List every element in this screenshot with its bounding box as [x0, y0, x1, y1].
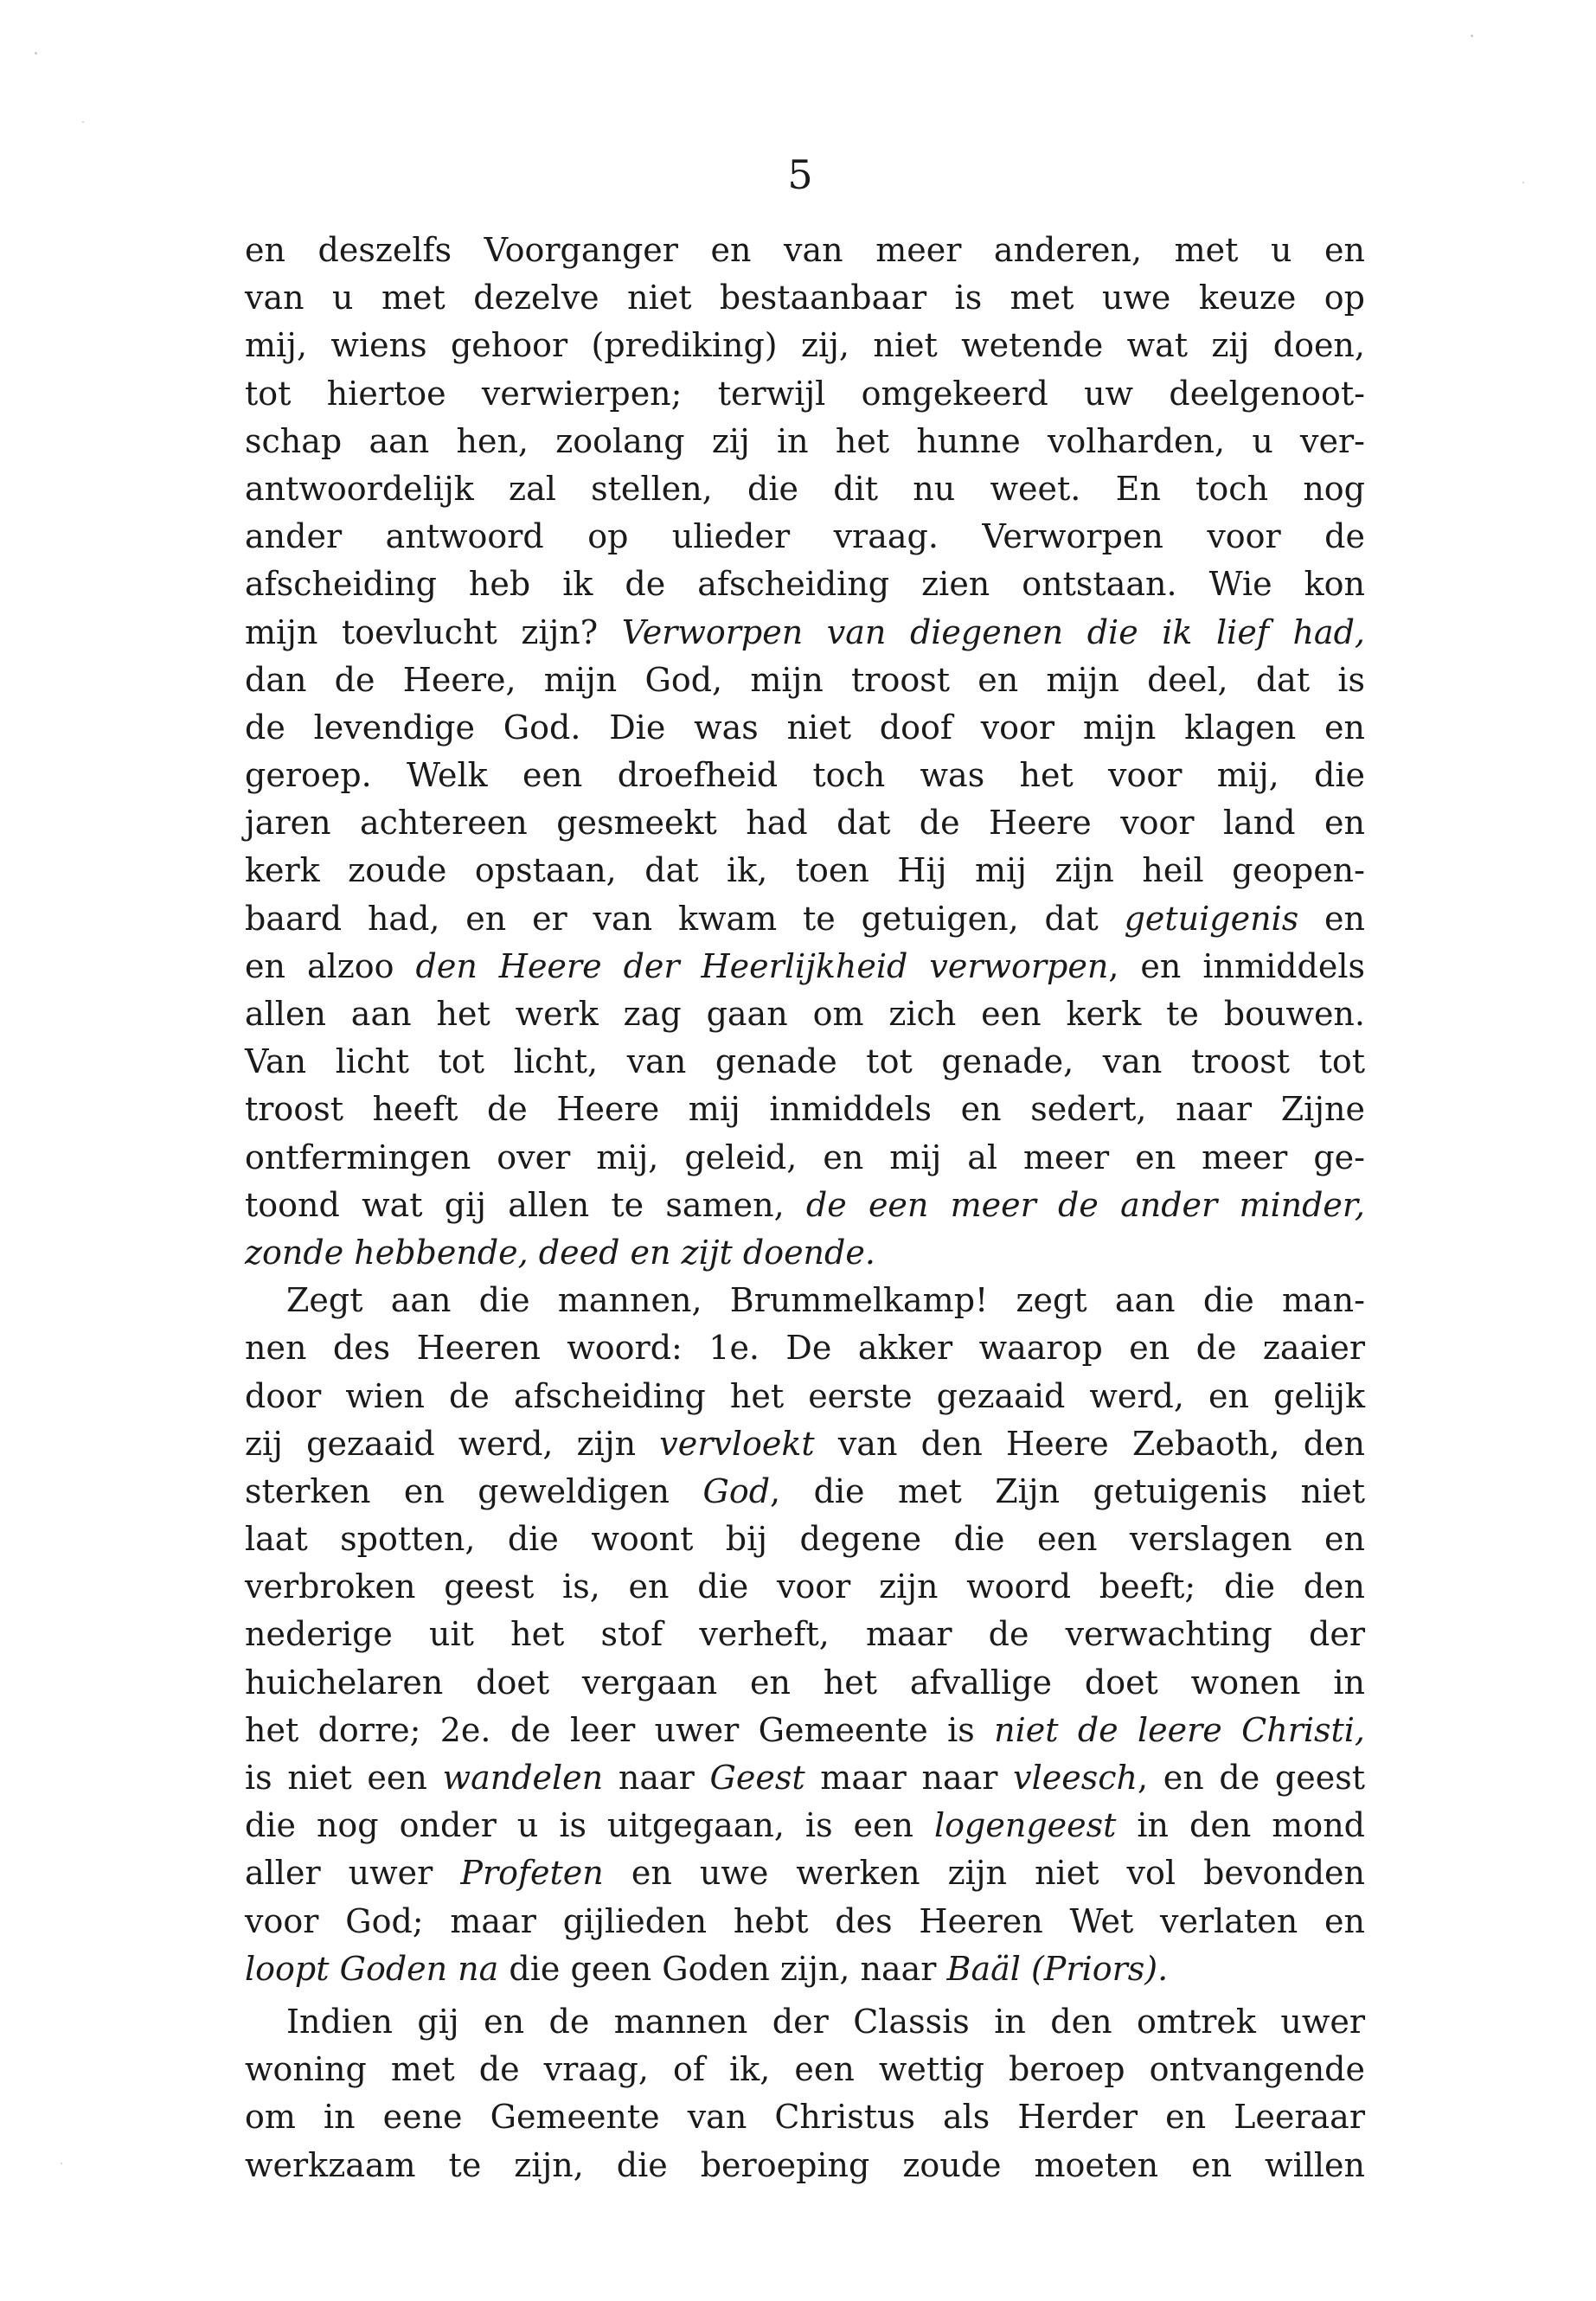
text-line [245, 1420, 1365, 1468]
text-segment: nen des Heeren woord: 1e. De akker waarop en de zaaier [245, 1329, 1365, 1368]
text-segment: huichelaren doet vergaan en het afvallige doet wonen in [245, 1663, 1365, 1702]
text-line [245, 1324, 1365, 1372]
text-segment: antwoordelijk zal stellen, die dit nu weet. En toch nog [245, 469, 1365, 508]
text-line [245, 1086, 1365, 1133]
text-segment: kerk zoude opstaan, dat ik, toen Hij mij zijn heil geopen- [245, 851, 1365, 890]
text-line [245, 1849, 1365, 1897]
text-segment: maar naar [804, 1759, 1014, 1797]
text-line [245, 2093, 1365, 2141]
text-segment: aller uwer [245, 1854, 461, 1893]
text-segment: naar [603, 1759, 710, 1797]
text-line [245, 943, 1365, 990]
text-segment: allen aan het werk zag gaan om zich een kerk te bouwen. [245, 995, 1365, 1033]
text-line [245, 1659, 1365, 1707]
text-line [245, 1611, 1365, 1658]
text-segment: schap aan hen, zoolang zij in het hunne volharden, u ver- [245, 421, 1365, 460]
text-line [245, 1516, 1365, 1563]
text-line [245, 1229, 1365, 1277]
text-line [245, 1182, 1365, 1229]
text-line [245, 2142, 1365, 2189]
text-line [245, 657, 1365, 704]
text-line [245, 1373, 1365, 1420]
text-segment: troost heeft de Heere mij inmiddels en sedert, naar Zijne [245, 1090, 1365, 1129]
text-segment: , en inmiddels [1108, 946, 1365, 985]
text-line [245, 1468, 1365, 1516]
text-line [245, 1898, 1365, 1945]
text-segment: Indien gij en de mannen der Classis in den omtrek uwer [286, 2002, 1365, 2041]
text-segment: en uwe werken zijn niet vol bevonden [603, 1854, 1365, 1893]
text-line [245, 370, 1365, 418]
text-segment: van den Heere Zebaoth, den [814, 1424, 1365, 1463]
text-line [245, 752, 1365, 799]
italic-text: loopt Goden na [245, 1949, 499, 1988]
text-segment: geroep. Welk een droefheid toch was het voor mij, die [245, 756, 1365, 795]
body-text [245, 227, 1365, 2189]
text-segment: verbroken geest is, en die voor zijn woord beeft; die den [245, 1567, 1365, 1606]
text-line [245, 704, 1365, 752]
text-segment: en [1298, 899, 1365, 938]
text-line [245, 322, 1365, 369]
italic-text: vervloekt [659, 1424, 815, 1463]
text-segment: de levendige God. Die was niet doof voor mijn klagen en [245, 708, 1365, 747]
text-line [245, 465, 1365, 513]
text-segment: mijn toevlucht zijn? [245, 612, 622, 651]
text-line [245, 1945, 1365, 1993]
italic-text: getuigenis [1124, 899, 1299, 938]
text-segment: en alzoo [245, 946, 416, 985]
text-segment: , en de geest [1138, 1759, 1365, 1797]
text-segment: van u met dezelve niet bestaanbaar is met uwe keuze op [245, 279, 1365, 317]
text-segment: ontfermingen over mij, geleid, en mij al meer en meer ge- [245, 1138, 1365, 1176]
text-line [245, 274, 1365, 322]
italic-text: vleesch [1013, 1759, 1138, 1797]
italic-text: Verworpen van diegenen die ik lief had, [621, 612, 1365, 651]
text-line [245, 1802, 1365, 1849]
text-line [245, 561, 1365, 608]
text-line [245, 1277, 1365, 1324]
text-line [245, 513, 1365, 561]
page-number: 5 [787, 151, 813, 198]
text-line [245, 609, 1365, 657]
text-segment: laat spotten, die woont bij degene die een verslagen en [245, 1520, 1365, 1559]
text-segment: Van licht tot licht, van genade tot genade, van troost tot [245, 1042, 1365, 1081]
text-segment: die nog onder u is uitgegaan, is een [245, 1806, 934, 1845]
text-segment: tot hiertoe verwierpen; terwijl omgekeerd uw deelgenoot- [245, 374, 1365, 413]
text-segment: om in eene Gemeente van Christus als Herder en Leeraar [245, 2098, 1365, 2137]
text-segment: die geen Goden zijn, naar [498, 1949, 947, 1988]
text-segment: is niet een [245, 1759, 443, 1797]
italic-text: zonde hebbende, deed en zijt doende. [245, 1233, 875, 1272]
text-segment: door wien de afscheiding het eerste gezaaid werd, en gelijk [245, 1376, 1365, 1415]
italic-text: Profeten [460, 1854, 604, 1893]
text-line [245, 1134, 1365, 1182]
text-segment: in den mond [1116, 1806, 1365, 1845]
text-line [245, 418, 1365, 465]
text-line [245, 1998, 1365, 2046]
text-segment: baard had, en er van kwam te getuigen, dat [245, 899, 1125, 938]
text-segment: toond wat gij allen te samen, [245, 1185, 806, 1224]
text-line [245, 227, 1365, 274]
text-segment: voor God; maar gijlieden hebt des Heeren Wet verlaten en [245, 1901, 1365, 1940]
text-line [245, 847, 1365, 894]
text-segment: en deszelfs Voorganger en van meer anderen, met u en [245, 231, 1365, 269]
text-line [245, 1754, 1365, 1802]
italic-text: niet de leere Christi, [994, 1710, 1366, 1749]
text-segment: dan de Heere, mijn God, mijn troost en mijn deel, dat is [245, 660, 1365, 699]
text-segment: afscheiding heb ik de afscheiding zien ontstaan. Wie kon [245, 565, 1365, 604]
text-line [245, 895, 1365, 943]
italic-text: den Heere der Heerlijkheid verworpen [415, 946, 1109, 985]
text-line [245, 1707, 1365, 1754]
text-segment: het dorre; 2e. de leer uwer Gemeente is [245, 1710, 995, 1749]
text-segment: ander antwoord op ulieder vraag. Verworpen voor de [245, 517, 1365, 556]
text-segment: werkzaam te zijn, die beroeping zoude moeten en willen [245, 2145, 1365, 2184]
text-line [245, 1563, 1365, 1611]
text-segment: , die met Zijn getuigenis niet [770, 1471, 1365, 1510]
text-segment: Zegt aan die mannen, Brummelkamp! zegt aan die man- [286, 1281, 1365, 1320]
text-segment: zij gezaaid werd, zijn [245, 1424, 660, 1463]
italic-text: logengeest [934, 1806, 1117, 1845]
italic-text: Geest [709, 1759, 805, 1797]
text-line [245, 990, 1365, 1038]
text-line [245, 799, 1365, 847]
text-segment: woning met de vraag, of ik, een wettig beroep ontvangende [245, 2050, 1365, 2089]
italic-text: God [702, 1471, 771, 1510]
text-segment: mij, wiens gehoor (prediking) zij, niet wetende wat zij doen, [245, 326, 1365, 365]
text-segment: nederige uit het stof verheft, maar de verwachting der [245, 1615, 1365, 1654]
text-line [245, 2046, 1365, 2093]
text-segment: jaren achtereen gesmeekt had dat de Heere voor land en [245, 804, 1365, 843]
text-line [245, 1038, 1365, 1086]
italic-text: wandelen [442, 1759, 604, 1797]
italic-text: de een meer de ander minder, [805, 1185, 1365, 1224]
text-segment: sterken en geweldigen [245, 1471, 703, 1510]
italic-text: Baäl (Priors). [946, 1949, 1169, 1988]
